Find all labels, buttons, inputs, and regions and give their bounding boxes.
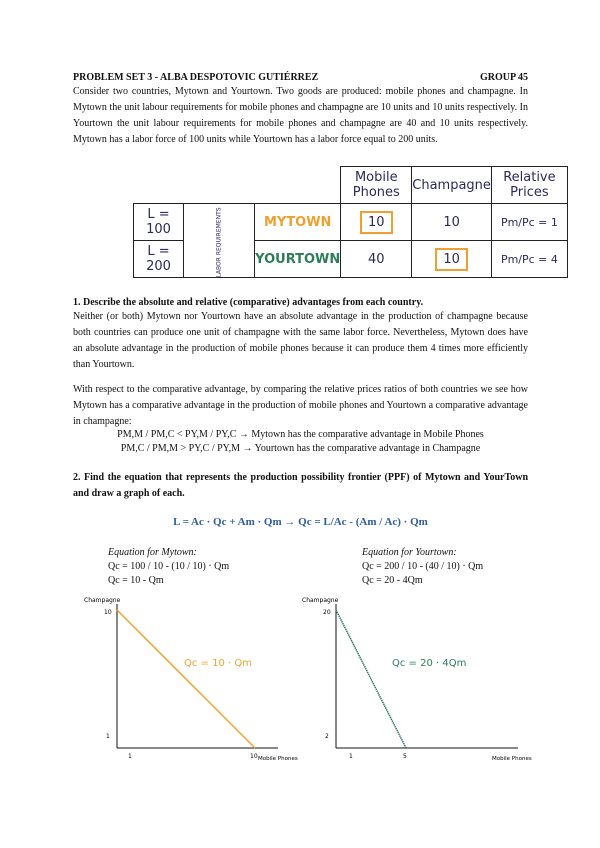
x-tick-label: 10	[250, 753, 258, 760]
page-title: PROBLEM SET 3 - ALBA DESPOTOVIC GUTIÉRREZ	[73, 72, 319, 83]
page-header	[73, 72, 528, 83]
q1-paragraph-2: With respect to the comparative advantage, by comparing the relative prices ratios of both countries we see how Mytown has a comparative advantage in the production of mobile phones and Yourtown a comparative advantage in champagne:	[73, 384, 528, 427]
relative-cell: Pm/Pc = 1	[491, 204, 567, 241]
q1-heading: 1. Describe the absolute and relative (comparative) advantages from each country.	[73, 297, 424, 308]
header-mobile: Mobile Phones	[341, 167, 412, 204]
y-axis-label: Champagne	[84, 597, 121, 604]
q1-paragraph-1: Neither (or both) Mytown nor Yourtown have an absolute advantage in the production of champagne because both countries can produce one unit of champagne with the same labor force. Nevertheless, Mytown does have an absolute advantage in the production of mobile phones because it can produce them 4 times more efficiently than Yourtown.	[73, 311, 528, 370]
ppf-line	[117, 610, 255, 748]
yourtown-equation-line: Qc = 200 / 10 - (40 / 10) · Qm	[362, 561, 484, 572]
champagne-cell	[412, 241, 492, 278]
comparative-line-2: PM,C / PM,M > PY,C / PY,M → Yourtown has the comparative advantage in Champagne	[120, 443, 481, 454]
group-label: GROUP 45	[479, 72, 528, 83]
country-name: MYTOWN	[255, 204, 341, 241]
mytown-equation-line: Qc = 100 / 10 - (10 / 10) · Qm	[108, 561, 230, 572]
highlight-box: 10	[360, 211, 393, 234]
comparative-line-1: PM,M / PM,C < PY,M / PY,C → Mytown has the comparative advantage in Mobile Phones	[117, 429, 484, 440]
ppf-line	[336, 610, 406, 748]
yourtown-equation-line: Qc = 20 - 4Qm	[362, 575, 423, 586]
x-tick-label: 1	[128, 753, 132, 760]
header-relative: Relative Prices	[491, 167, 567, 204]
header-champagne: Champagne	[412, 167, 492, 204]
highlight-box: 10	[435, 248, 468, 271]
q2-heading: 2. Find the equation that represents the production possibility frontier (PPF) of Mytown and YourTown and draw a graph of each.	[73, 472, 528, 499]
mytown-equation-line: Qc = 10 - Qm	[108, 575, 164, 586]
y-tick-label: 20	[323, 609, 331, 616]
mobile-cell	[341, 204, 412, 241]
mytown-equation-block	[108, 546, 229, 588]
yourtown-equation-title: Equation for Yourtown:	[362, 547, 457, 558]
side-label-cell	[184, 204, 255, 278]
champagne-cell: 10	[412, 204, 492, 241]
mytown-ppf-chart	[80, 588, 298, 780]
country-name: YOURTOWN	[255, 241, 341, 278]
x-axis-label: Mobile Phones	[492, 756, 532, 762]
ppf-general-equation: L = Ac · Qc + Am · Qm → Qc = L/Ac - (Am / Ac) · Qm	[173, 516, 428, 528]
labor-cell: L = 200	[134, 241, 184, 278]
x-axis-label: Mobile Phones	[258, 756, 298, 762]
y-tick-label: 10	[104, 609, 112, 616]
x-tick-label: 5	[403, 753, 407, 760]
yourtown-ppf-chart	[300, 588, 530, 780]
y-tick-label: 1	[106, 733, 110, 740]
labor-requirements-table	[133, 166, 568, 278]
mobile-cell: 40	[341, 241, 412, 278]
mytown-equation-title: Equation for Mytown:	[108, 547, 197, 558]
yourtown-equation-block	[362, 546, 483, 588]
x-tick-label: 1	[349, 753, 353, 760]
relative-cell: Pm/Pc = 4	[491, 241, 567, 278]
intro-paragraph: Consider two countries, Mytown and Yourtown. Two goods are produced: mobile phones and champagne. In Mytown the unit labour requirements for mobile phones and champagne are 10 units and 10 units respectively. In Yourtown the unit labour requirements for mobile phones and champagne are 40 and 10 units respectively. Mytown has a labor force of 100 units while Yourtown has a labor force equal to 200 units.	[73, 86, 528, 145]
labor-cell: L = 100	[134, 204, 184, 241]
y-axis-label: Champagne	[302, 597, 339, 604]
side-label: LABOR REQUIREMENTS	[215, 207, 223, 278]
ppf-annotation: Qc = 10 · Qm	[184, 658, 252, 669]
ppf-annotation: Qc = 20 · 4Qm	[392, 658, 467, 669]
y-tick-label: 2	[325, 733, 329, 740]
